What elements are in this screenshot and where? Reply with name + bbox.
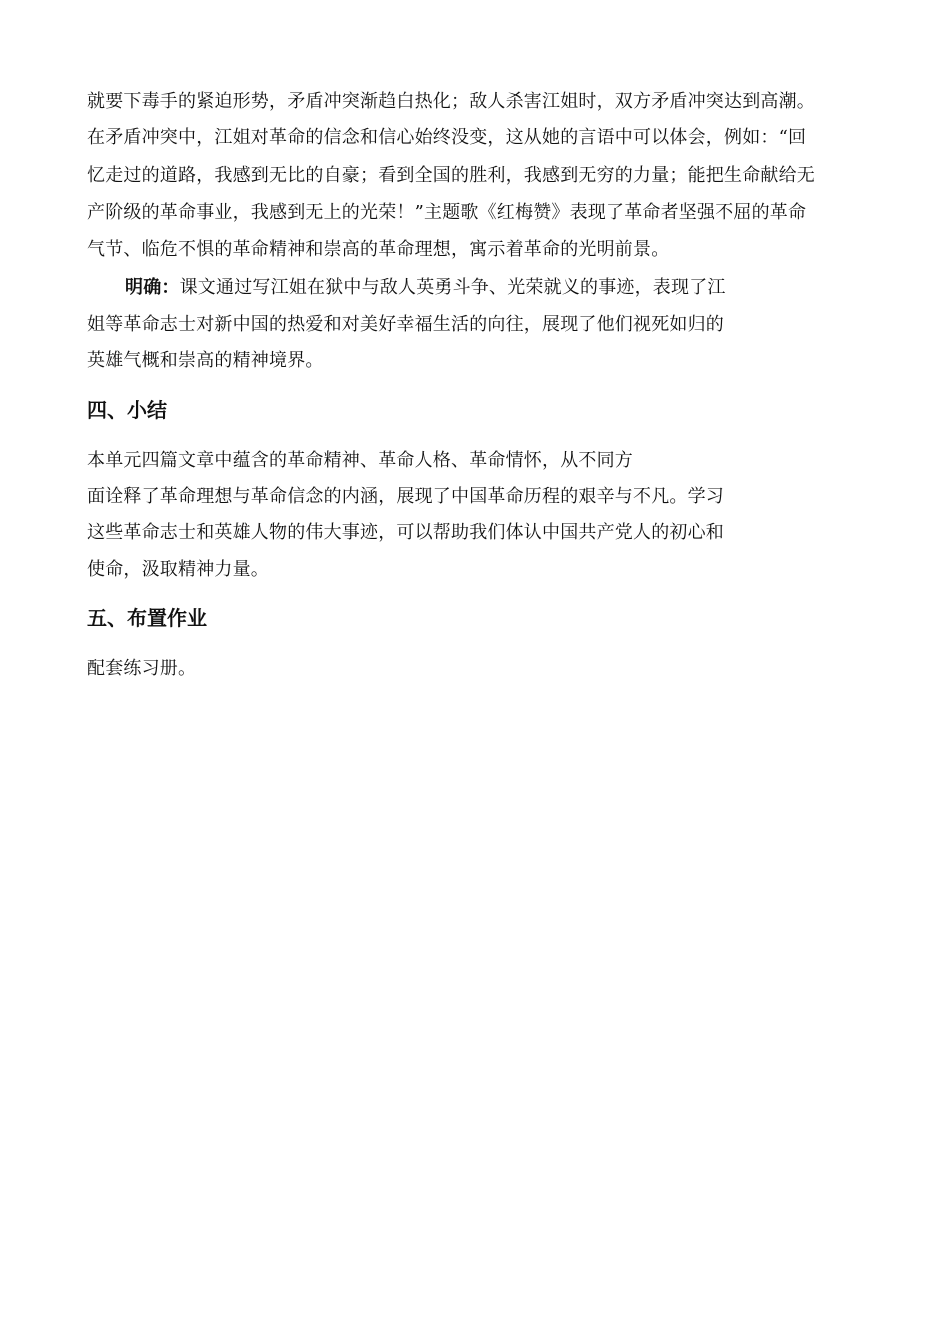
- paragraph-line: 使命，汲取精神力量。: [87, 559, 269, 580]
- paragraph-line: 面诠释了革命理想与革命信念的内涵，展现了中国革命历程的艰辛与不凡。学习: [87, 486, 724, 507]
- paragraph-line: 就要下毒手的紧迫形势，矛盾冲突渐趋白热化；敌人杀害江姐时，双方矛盾冲突达到高潮。: [87, 91, 815, 112]
- paragraph-line: 姐等革命志士对新中国的热爱和对美好幸福生活的向往，展现了他们视死如归的: [87, 314, 724, 335]
- clarify-paragraph-first-line: [125, 278, 726, 298]
- paragraph-line: 英雄气概和崇高的精神境界。: [87, 350, 324, 371]
- paragraph-line: 在矛盾冲突中，江姐对革命的信念和信心始终没变，这从她的言语中可以体会，例如：“回: [87, 127, 807, 148]
- paragraph-line: 配套练习册。: [87, 658, 197, 679]
- paragraph-line: 这些革命志士和英雄人物的伟大事迹，可以帮助我们体认中国共产党人的初心和: [87, 522, 724, 543]
- clarify-label: 明确：: [125, 277, 180, 298]
- section-heading-homework: 五、布置作业: [87, 606, 207, 630]
- paragraph-line: 本单元四篇文章中蕴含的革命精神、革命人格、革命情怀，从不同方: [87, 450, 633, 471]
- paragraph-line: 气节、临危不惧的革命精神和崇高的革命理想，寓示着革命的光明前景。: [87, 239, 670, 260]
- paragraph-line: 产阶级的革命事业，我感到无上的光荣！”主题歌《红梅赞》表现了革命者坚强不屈的革命: [87, 202, 807, 223]
- section-heading-summary: 四、小结: [87, 398, 167, 422]
- paragraph-line: 忆走过的道路，我感到无比的自豪；看到全国的胜利，我感到无穷的力量；能把生命献给无: [87, 165, 815, 186]
- clarify-text: 课文通过写江姐在狱中与敌人英勇斗争、光荣就义的事迹，表现了江: [179, 277, 726, 298]
